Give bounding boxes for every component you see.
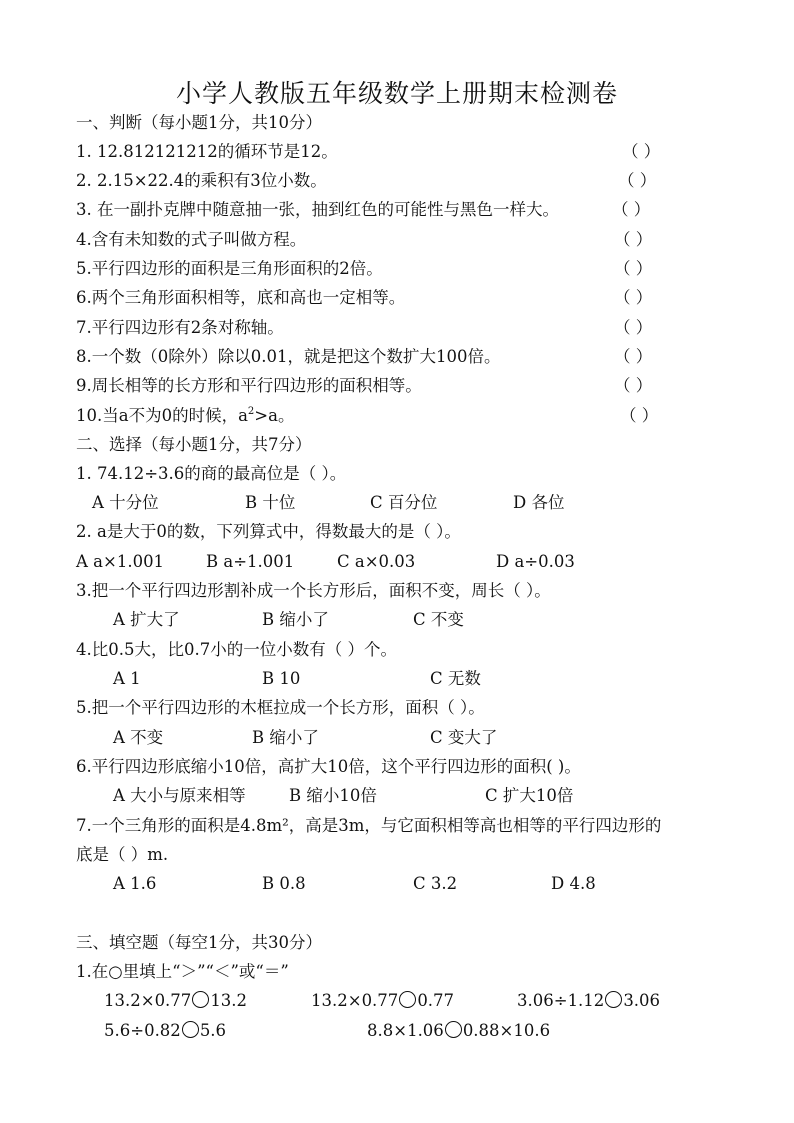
judgement-item-7: 7.平行四边形有2条对称轴。 [76, 318, 284, 337]
compare-right: 0.77 [417, 991, 455, 1010]
choice-question-1: 1. 74.12÷3.6的商的最高位是（ ）。 [76, 464, 347, 483]
judgement-item-4: 4.含有未知数的式子叫做方程。 [76, 230, 307, 249]
choice-question-2: 2. a是大于0的数，下列算式中，得数最大的是（ ）。 [76, 522, 461, 541]
choice-question-4: 4.比0.5大，比0.7小的一位小数有（ ）个。 [76, 640, 397, 659]
section-heading-fill-in: 三、填空题（每空1分，共30分） [76, 933, 322, 952]
choice-5-option-c[interactable]: C 变大了 [430, 728, 498, 747]
choice-1-option-d[interactable]: D 各位 [513, 493, 565, 512]
fill-question-1: 1.在○里填上“＞”“＜”或“＝” [76, 962, 289, 981]
answer-blank-1[interactable]: （ ） [622, 142, 661, 161]
choice-4-option-a[interactable]: A 1 [113, 669, 141, 688]
judgement-item-9: 9.周长相等的长方形和平行四边形的面积相等。 [76, 376, 422, 395]
compare-left: 13.2×0.77 [311, 991, 399, 1010]
answer-blank-7[interactable]: （ ） [614, 318, 653, 337]
section-heading-judgement: 一、判断（每小题1分，共10分） [76, 113, 322, 132]
judgement-item-1: 1. 12.812121212的循环节是12。 [76, 142, 338, 161]
answer-blank-6[interactable]: （ ） [614, 288, 653, 307]
answer-blank-2[interactable]: （ ） [618, 171, 657, 190]
judgement-item-6: 6.两个三角形面积相等，底和高也一定相等。 [76, 288, 406, 307]
judgement-item-10-text: 10.当a不为0的时候，a [76, 406, 248, 425]
compare-right: 13.2 [210, 991, 248, 1010]
choice-5-option-b[interactable]: B 缩小了 [252, 728, 319, 747]
compare-circle[interactable] [605, 991, 622, 1008]
choice-1-option-b[interactable]: B 十位 [245, 493, 296, 512]
compare-right: 5.6 [199, 1021, 227, 1040]
compare-circle[interactable] [399, 991, 416, 1008]
choice-6-option-c[interactable]: C 扩大10倍 [485, 786, 574, 805]
section-heading-choice: 二、选择（每小题1分，共7分） [76, 435, 312, 454]
compare-left: 5.6÷0.82 [104, 1021, 181, 1040]
answer-blank-10[interactable]: （ ） [620, 406, 659, 425]
choice-question-6: 6.平行四边形底缩小10倍，高扩大10倍，这个平行四边形的面积( )。 [76, 757, 581, 776]
compare-item [104, 1020, 226, 1042]
compare-item [517, 990, 660, 1012]
choice-3-option-b[interactable]: B 缩小了 [262, 610, 329, 629]
answer-blank-5[interactable]: （ ） [614, 259, 653, 278]
choice-5-option-a[interactable]: A 不变 [113, 728, 164, 747]
choice-6-option-b[interactable]: B 缩小10倍 [289, 786, 377, 805]
compare-left: 8.8×1.06 [367, 1021, 444, 1040]
compare-item [311, 990, 454, 1012]
compare-right: 3.06 [623, 991, 661, 1010]
choice-4-option-b[interactable]: B 10 [262, 669, 301, 688]
choice-question-5: 5.把一个平行四边形的木框拉成一个长方形，面积（ ）。 [76, 698, 485, 717]
choice-4-option-c[interactable]: C 无数 [430, 669, 481, 688]
choice-1-option-c[interactable]: C 百分位 [370, 493, 438, 512]
compare-left: 13.2×0.77 [104, 991, 192, 1010]
choice-question-3: 3.把一个平行四边形割补成一个长方形后，面积不变，周长（ ）。 [76, 581, 551, 600]
exponent: 2 [247, 406, 255, 417]
compare-circle[interactable] [445, 1021, 462, 1038]
choice-2-option-d[interactable]: D a÷0.03 [496, 552, 575, 571]
compare-item [367, 1020, 550, 1042]
answer-blank-8[interactable]: （ ） [614, 347, 653, 366]
choice-7-option-d[interactable]: D 4.8 [551, 874, 596, 893]
compare-circle[interactable] [192, 991, 209, 1008]
choice-7-option-b[interactable]: B 0.8 [262, 874, 306, 893]
answer-blank-9[interactable]: （ ） [614, 376, 653, 395]
choice-question-7-cont: 底是（ ）m. [76, 845, 169, 864]
compare-left: 3.06÷1.12 [517, 991, 605, 1010]
judgement-item-5: 5.平行四边形的面积是三角形面积的2倍。 [76, 259, 383, 278]
compare-item [104, 990, 247, 1012]
judgement-item-2: 2. 2.15×22.4的乘积有3位小数。 [76, 171, 327, 190]
page-title: 小学人教版五年级数学上册期末检测卷 [175, 79, 618, 108]
judgement-item-8: 8.一个数（0除外）除以0.01，就是把这个数扩大100倍。 [76, 347, 501, 366]
judgement-item-3: 3. 在一副扑克牌中随意抽一张，抽到红色的可能性与黑色一样大。 [76, 200, 559, 219]
choice-3-option-a[interactable]: A 扩大了 [113, 610, 180, 629]
choice-2-option-b[interactable]: B a÷1.001 [206, 552, 295, 571]
choice-1-option-a[interactable]: A 十分位 [92, 493, 159, 512]
choice-6-option-a[interactable]: A 大小与原来相等 [113, 786, 246, 805]
judgement-item-10 [76, 405, 294, 427]
choice-2-option-a[interactable]: A a×1.001 [76, 552, 165, 571]
answer-blank-4[interactable]: （ ） [614, 230, 653, 249]
choice-7-option-a[interactable]: A 1.6 [113, 874, 157, 893]
judgement-item-10-tail: >a。 [254, 406, 295, 425]
compare-right: 0.88×10.6 [462, 1021, 551, 1040]
choice-3-option-c[interactable]: C 不变 [413, 610, 464, 629]
choice-question-7: 7.一个三角形的面积是4.8m²，高是3m，与它面积相等高也相等的平行四边形的 [76, 816, 662, 835]
choice-7-option-c[interactable]: C 3.2 [413, 874, 458, 893]
answer-blank-3[interactable]: （ ） [612, 200, 651, 219]
compare-circle[interactable] [182, 1021, 199, 1038]
choice-2-option-c[interactable]: C a×0.03 [337, 552, 416, 571]
